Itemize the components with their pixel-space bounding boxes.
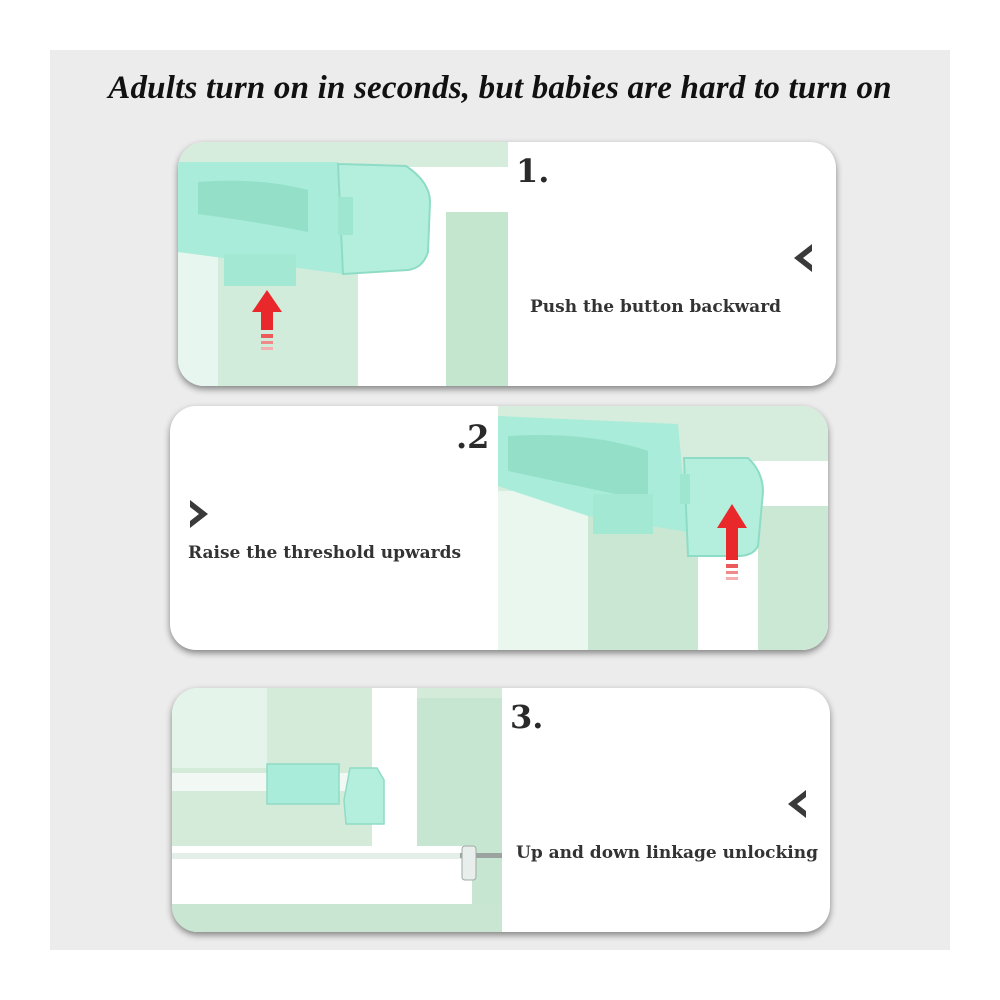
step-3-number: 3. — [510, 698, 544, 736]
step-3-caption: Up and down linkage unlocking — [516, 843, 818, 863]
chevron-left-icon — [788, 790, 808, 818]
step-2-caption: Raise the threshold upwards — [188, 543, 462, 563]
step-2-photo — [498, 406, 828, 650]
red-up-arrow — [717, 504, 747, 592]
chevron-right-icon — [188, 500, 208, 528]
step-2-card — [170, 406, 828, 650]
chevron-left-icon — [794, 244, 814, 272]
headline: Adults turn on in seconds, but babies are hard to turn on — [108, 70, 892, 106]
step-3-photo — [172, 688, 502, 932]
step-3-card — [172, 688, 830, 932]
step-1-caption: Push the button backward — [530, 297, 782, 317]
step-2-number: .2 — [456, 418, 490, 456]
red-up-arrow — [252, 290, 282, 362]
step-1-card — [178, 142, 836, 386]
step-1-photo — [178, 142, 508, 386]
step-1-number: 1. — [516, 152, 550, 190]
